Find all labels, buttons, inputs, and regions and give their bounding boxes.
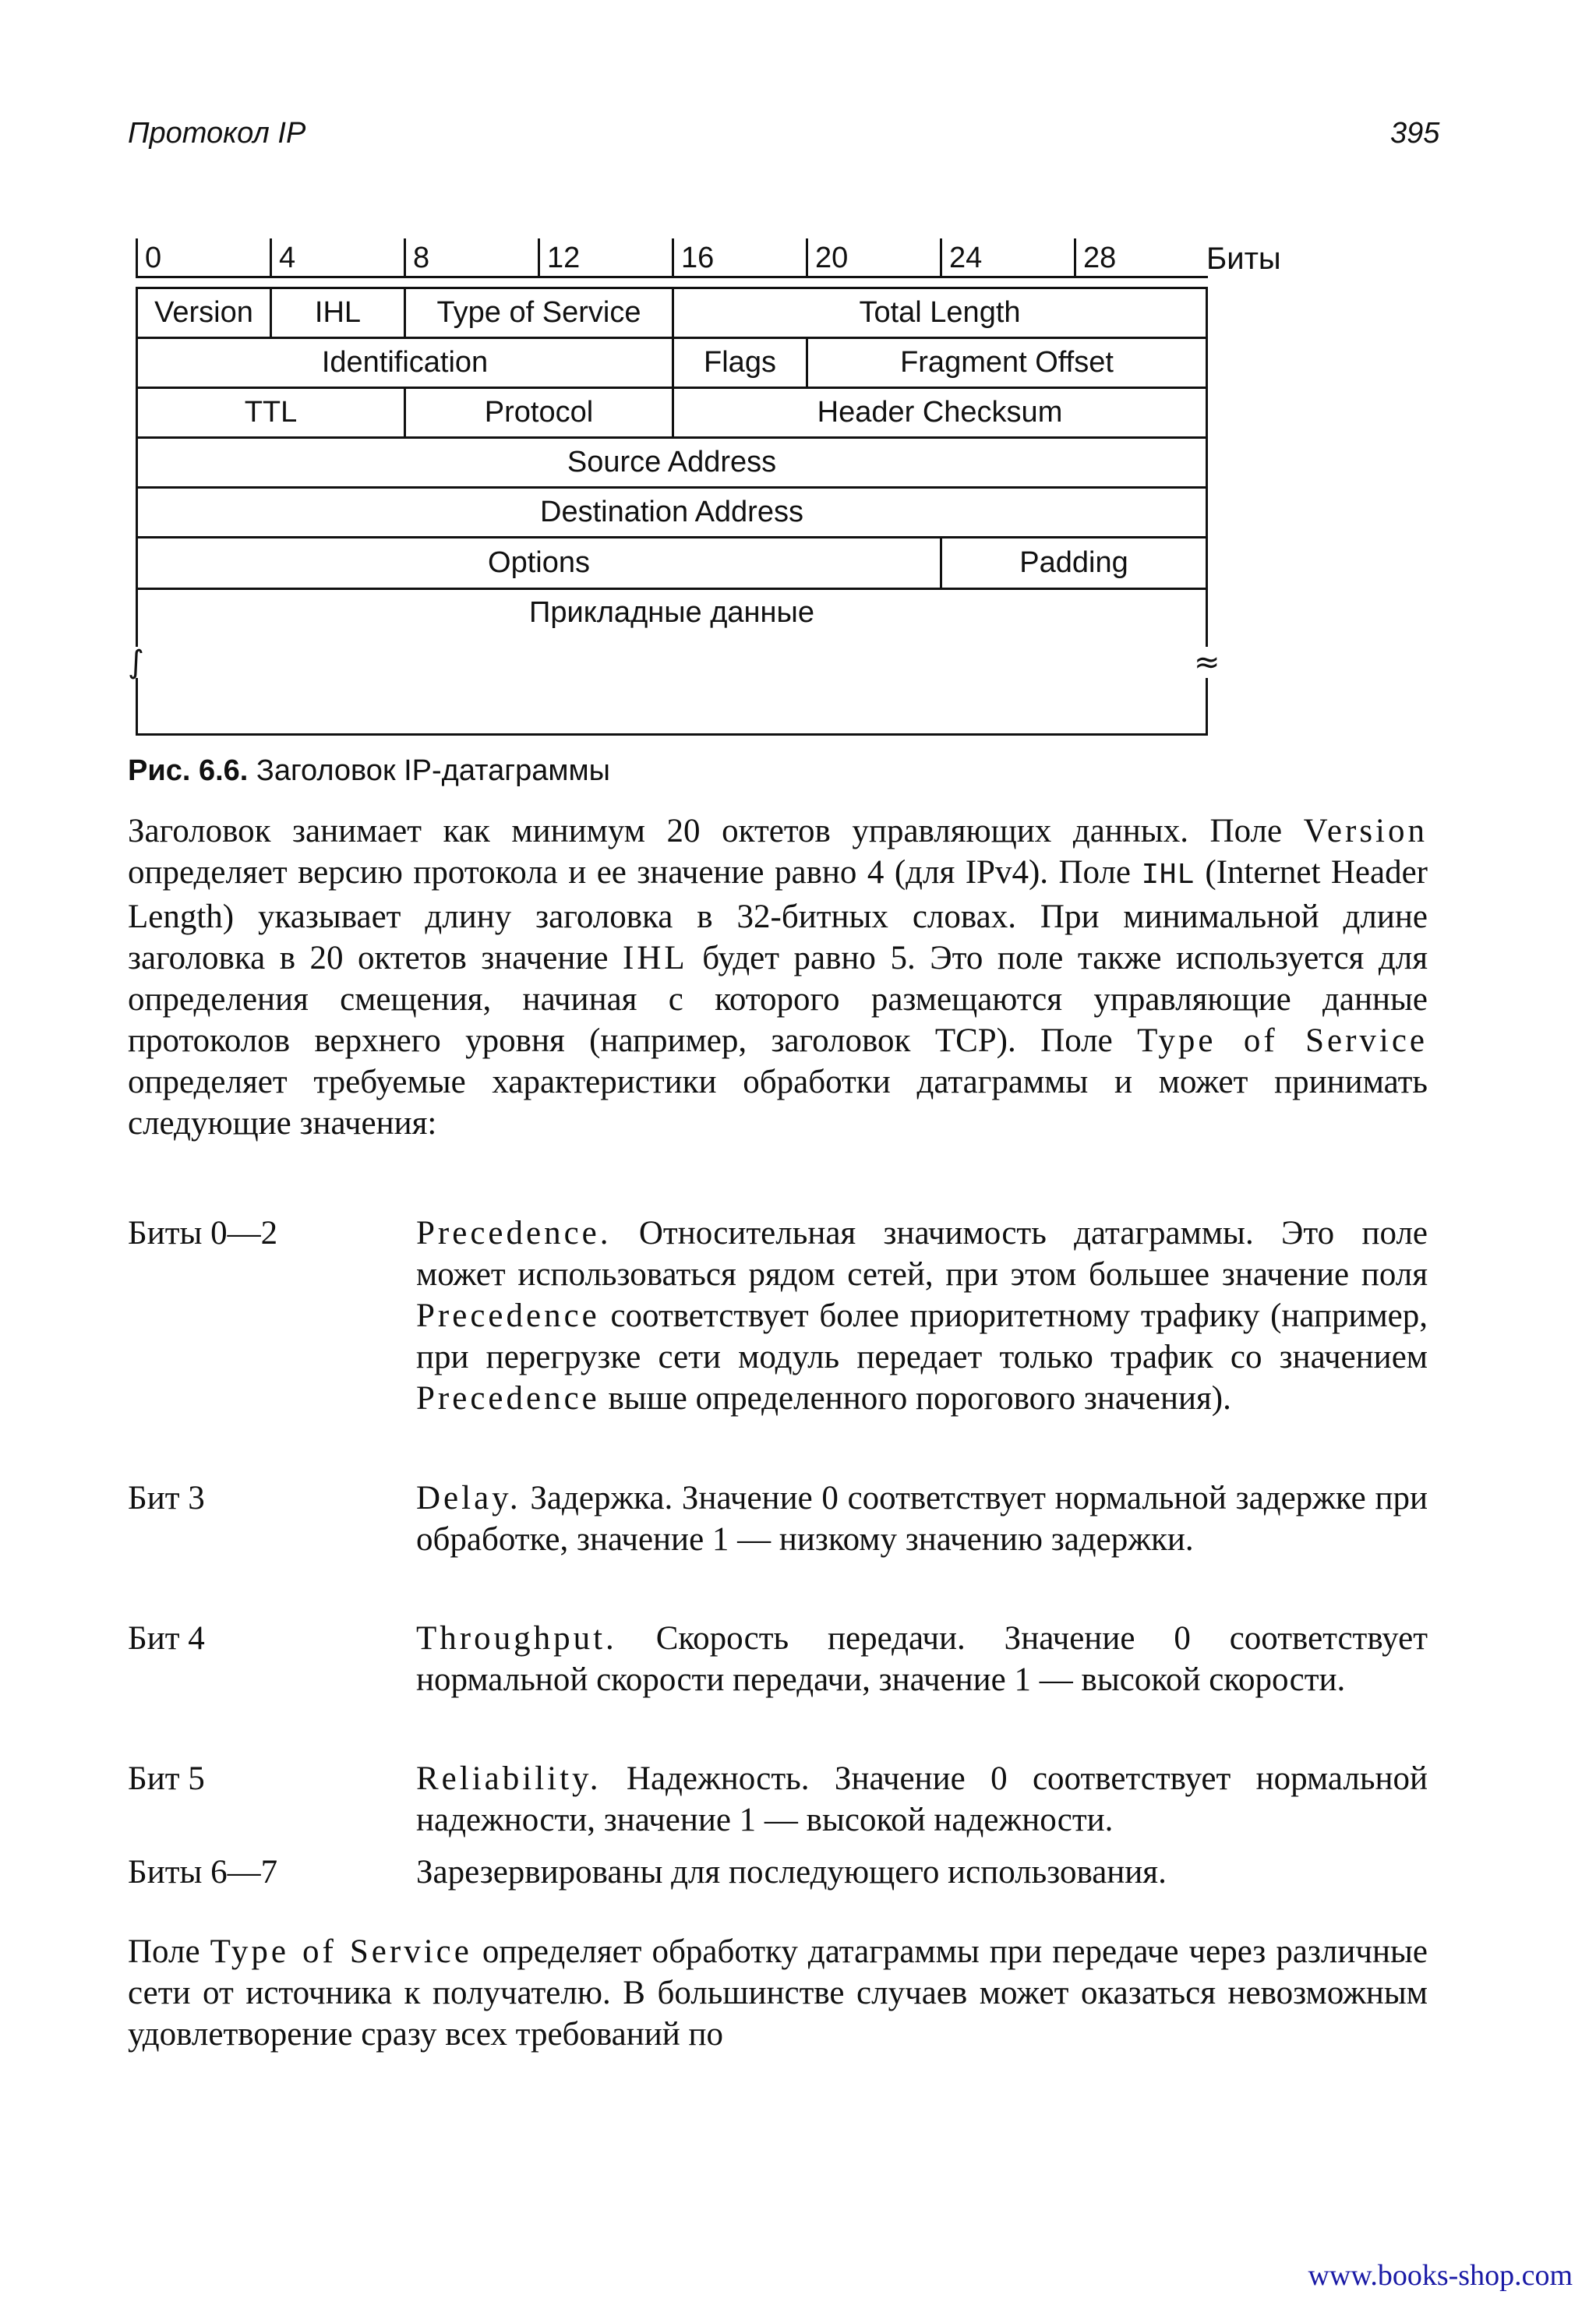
page-number: 395 [1390, 117, 1440, 150]
bits-unit-label: Биты [1206, 242, 1281, 276]
text-run: Зарезервированы для последующего использования. [416, 1854, 1167, 1891]
text-run: определяет обработку датаграммы при передаче через различные сети от источника к получателю. В большинстве случаев может оказаться невозможным удовлетворение сразу всех требований по [128, 1933, 1428, 2053]
bit-term: Reliability. [416, 1760, 602, 1797]
figure-label: Рис. 6.6. [128, 754, 249, 787]
field-total-length: Total Length [672, 287, 1208, 339]
bit-label: Биты 6—7 [128, 1854, 278, 1891]
paragraph-tos-processing [128, 1931, 1428, 2055]
field-fragment-offset: Fragment Offset [806, 337, 1208, 389]
figure-caption-text: Заголовок IP-датаграммы [256, 754, 610, 787]
bit-term: Precedence [416, 1380, 600, 1417]
text-run: будет равно 5. Это поле также используется для определения смещения, начиная с которого размещаются управляющие данные протоколов верхнего уровня (например, заголовок TCP). Поле [128, 940, 1428, 1059]
text-run: Задержка. Значение 0 соответствует нормальной задержке при обработке, значение 1 — низкому значению задержки. [416, 1480, 1428, 1558]
term-ihl: IHL [623, 940, 688, 976]
text-run: выше определенного порогового значения). [599, 1380, 1231, 1417]
bit-label: 20 [815, 242, 849, 274]
bit-label: Бит 3 [128, 1480, 205, 1516]
bit-label: 24 [949, 242, 983, 274]
bit-label: 4 [279, 242, 296, 274]
bit-tick [404, 238, 406, 277]
bit-label: Бит 5 [128, 1760, 205, 1797]
bit-label: 8 [413, 242, 430, 274]
text-run: Скорость передачи. Значение 0 соответствует нормальной скорости передачи, значение 1 — высокой скорости. [416, 1620, 1428, 1698]
field-options: Options [136, 536, 942, 590]
ip-header-diagram [0, 0, 1596, 748]
bit-description [416, 1852, 1428, 1893]
bit-label: 28 [1083, 242, 1117, 274]
running-head: Протокол IP [128, 117, 306, 150]
text-run: соответствует более приоритетному трафику (например, при перегрузке сети модуль передает только трафик со значением [416, 1298, 1428, 1375]
field-type-of-service: Type of Service [404, 287, 674, 339]
field-protocol: Protocol [404, 387, 674, 439]
bit-label: Бит 4 [128, 1620, 205, 1657]
field-identification: Identification [136, 337, 674, 389]
footer-link[interactable]: www.books-shop.com [1308, 2259, 1573, 2292]
bit-ruler-line [136, 276, 1208, 278]
bit-description [416, 1213, 1428, 1419]
bit-term: Throughput. [416, 1620, 617, 1657]
payload-block [136, 588, 1208, 736]
bit-label: 0 [145, 242, 162, 274]
field-destination-address: Destination Address [136, 486, 1208, 538]
bit-term: Delay. [416, 1480, 521, 1516]
text-run: (Internet Header Length) указывает длину заголовка в 32-битных словах. При минимальной длине заголовка в 20 октетов значение [128, 854, 1428, 976]
payload-label: Прикладные данные [529, 596, 814, 629]
term-type-of-service: Type of Service [1137, 1022, 1428, 1059]
term-type-of-service: Type of Service [210, 1933, 472, 1970]
bit-label: 12 [547, 242, 581, 274]
bit-label: 16 [681, 242, 715, 274]
text-run: определяет требуемые характеристики обработки датаграммы и может принимать следующие значения: [128, 1064, 1428, 1142]
bit-description [416, 1618, 1428, 1700]
bit-tick [1074, 238, 1076, 277]
bit-description [416, 1478, 1428, 1560]
bit-tick [806, 238, 808, 277]
bit-term: Precedence. [416, 1215, 612, 1252]
text-run: Заголовок занимает как минимум 20 октетов управляющих данных. Поле [128, 813, 1304, 849]
bit-tick [538, 238, 540, 277]
figure-caption [128, 754, 610, 788]
bit-tick [136, 238, 138, 277]
text-run: Относительная значимость датаграммы. Это поле может использоваться рядом сетей, при этом большее значение поля [416, 1215, 1428, 1293]
bit-description [416, 1758, 1428, 1841]
field-source-address: Source Address [136, 436, 1208, 489]
text-run: Надежность. Значение 0 соответствует нормальной надежности, значение 1 — высокой надежности. [416, 1760, 1428, 1838]
term-version: Version [1303, 813, 1428, 849]
break-mark-right: ≈ [1194, 644, 1220, 680]
term-ihl-code: IHL [1141, 859, 1195, 892]
field-ttl: TTL [136, 387, 406, 439]
text-run: Поле [128, 1933, 210, 1970]
field-flags: Flags [672, 337, 808, 389]
text-run: определяет версию протокола и ее значение равно 4 (для IPv4). Поле [128, 854, 1142, 891]
bit-label: Биты 0—2 [128, 1215, 278, 1252]
bit-tick [940, 238, 942, 277]
break-mark-left: ∫ [128, 644, 144, 680]
field-padding: Padding [940, 536, 1208, 590]
field-header-checksum: Header Checksum [672, 387, 1208, 439]
field-ihl: IHL [270, 287, 406, 339]
paragraph-intro [128, 810, 1428, 1144]
bit-term: Precedence [416, 1298, 600, 1334]
bit-tick [270, 238, 272, 277]
field-version: Version [136, 287, 272, 339]
bit-tick [672, 238, 674, 277]
